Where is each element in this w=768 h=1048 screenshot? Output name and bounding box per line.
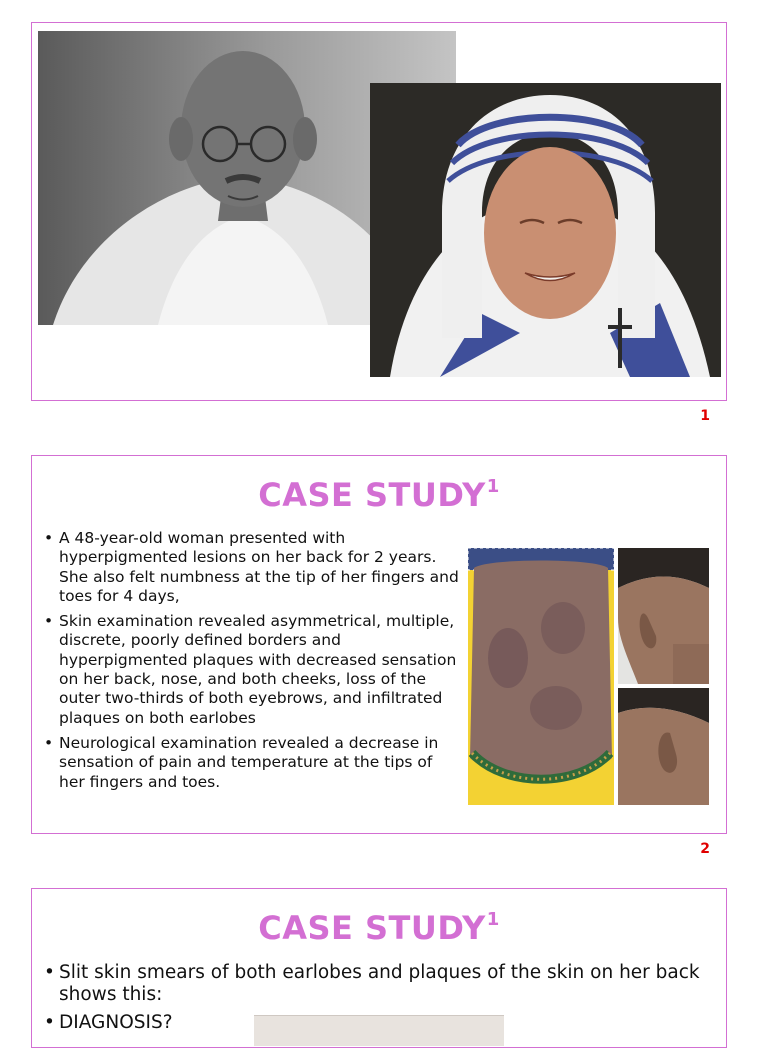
slide-title-text: CASE STUDY	[258, 909, 486, 947]
slide-title-superscript: 1	[486, 476, 500, 497]
slide-title	[32, 909, 726, 947]
list-item: • A 48-year-old woman presented with hyperpigmented lesions on her back for 2 years. She also felt numbness at the tip of her fingers and toes for 4 days,	[44, 529, 460, 606]
list-item: • DIAGNOSIS?	[44, 1012, 704, 1034]
clinical-photo-face-upper	[618, 548, 709, 684]
slide-3	[31, 888, 727, 1048]
slide-1	[31, 22, 727, 401]
bullet-list	[44, 529, 460, 798]
page-number: 2	[700, 841, 710, 857]
slide-title-text: CASE STUDY	[258, 476, 486, 514]
slide-title-superscript: 1	[486, 909, 500, 930]
smear-image	[254, 1015, 504, 1046]
clinical-photo-back	[468, 548, 614, 805]
list-item: • Skin examination revealed asymmetrical, multiple, discrete, poorly defined borders and hyperpigmented plaques with decreased sensation on her back, nose, and both cheeks, loss of the outer two-thirds of both eyebrows, and infiltrated plaques on both earlobes	[44, 612, 460, 728]
page-number: 1	[700, 408, 710, 424]
slide-2	[31, 455, 727, 834]
list-item: • Slit skin smears of both earlobes and plaques of the skin on her back shows this:	[44, 962, 704, 1006]
clinical-photo-face-lower	[618, 688, 709, 805]
portrait-photo-right	[370, 83, 721, 377]
slide-title	[32, 476, 726, 514]
list-item: • Neurological examination revealed a decrease in sensation of pain and temperature at the tips of her fingers and toes.	[44, 734, 460, 792]
